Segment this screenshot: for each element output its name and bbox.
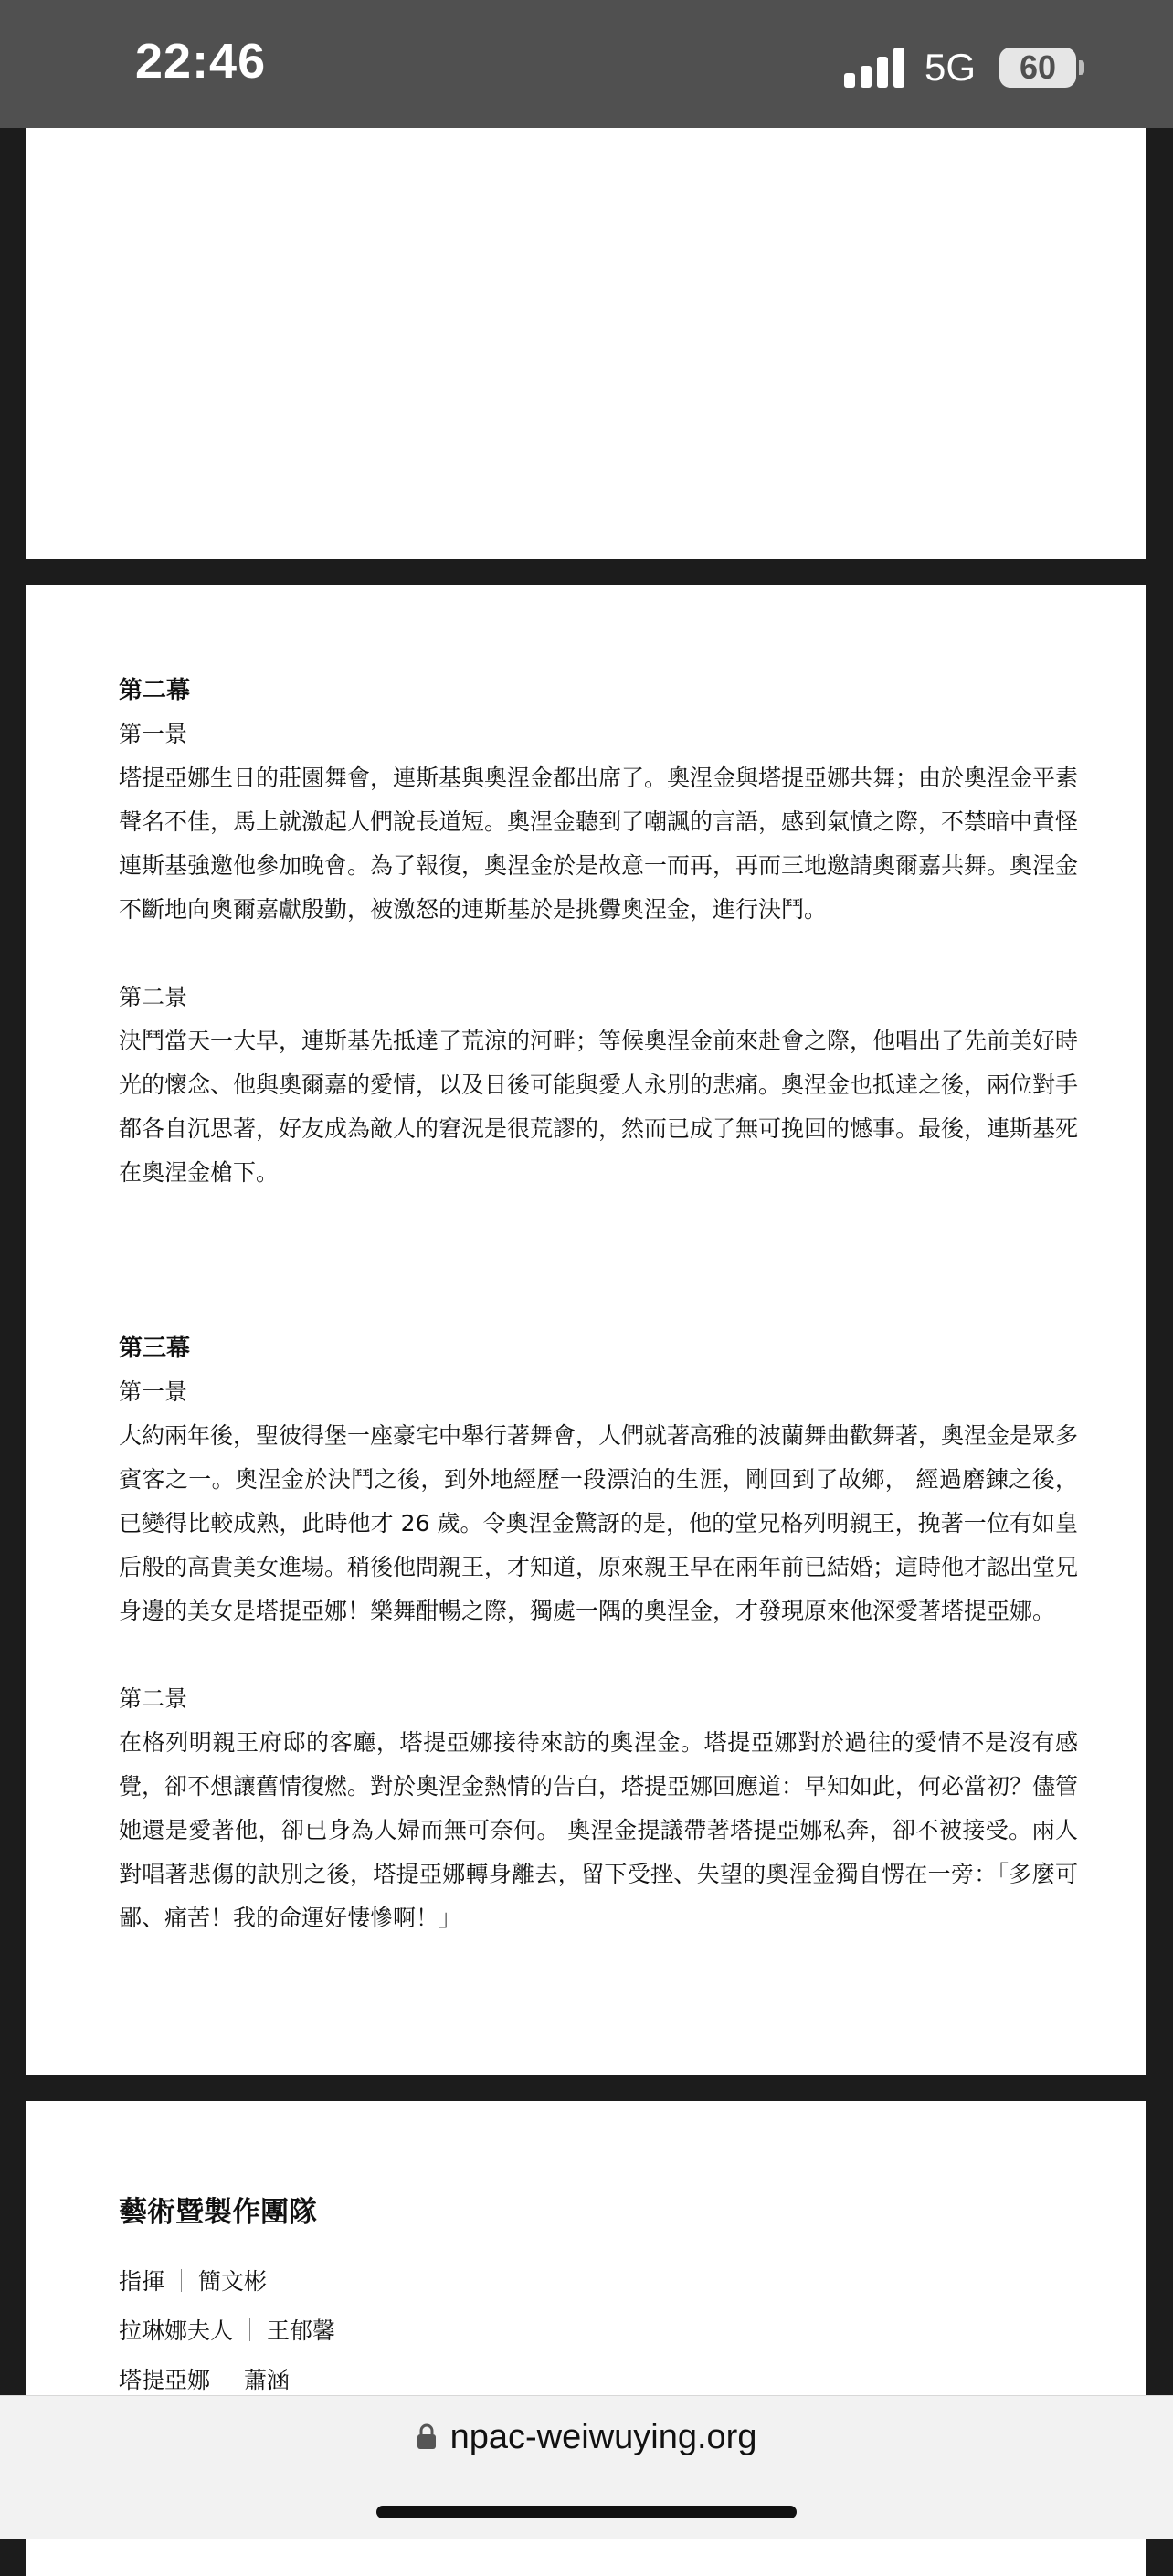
act2-scene2-label: 第二景	[119, 984, 188, 1010]
content-card-top	[26, 128, 1146, 559]
act2-section	[119, 669, 1078, 1195]
browser-url-bar[interactable]	[0, 2395, 1173, 2539]
credit-role: 指揮	[119, 2268, 165, 2295]
network-type: 5G	[925, 46, 977, 89]
status-bar	[0, 0, 1173, 128]
battery-level: 60	[1019, 48, 1057, 86]
act2-title: 第二幕	[119, 677, 191, 704]
credit-role: 拉琳娜夫人	[119, 2317, 234, 2344]
act2-scene1-text: 塔提亞娜生日的莊園舞會，連斯基與奧涅金都出席了。奧涅金與塔提亞娜共舞；由於奧涅金平素聲名不佳，馬上就激起人們說長道短。奧涅金聽到了嘲諷的言語，感到氣憤之際，不禁暗中責怪連斯基強邀他參加晚會。為了報復，奧涅金於是故意一而再，再而三地邀請奧爾嘉共舞。奧涅金不斷地向奧爾嘉獻殷勤，被激怒的連斯基於是挑釁奧涅金，進行決鬥。	[119, 765, 1079, 923]
credit-separator: ｜	[170, 2268, 194, 2295]
credit-item	[119, 2264, 267, 2296]
act3-scene1-label: 第一景	[119, 1378, 188, 1405]
status-time: 22:46	[135, 34, 267, 89]
act3-scene2-label: 第二景	[119, 1685, 188, 1712]
credit-separator: ｜	[238, 2317, 262, 2344]
lock-icon	[417, 2423, 437, 2454]
act3-section	[119, 1326, 1078, 1940]
credit-item	[119, 2362, 290, 2395]
credits-title: 藝術暨製作團隊	[119, 2196, 317, 2229]
battery-nub	[1079, 60, 1084, 75]
act2-scene1-label: 第一景	[119, 721, 188, 747]
home-indicator[interactable]	[376, 2506, 797, 2518]
credit-person: 王郁馨	[267, 2317, 336, 2344]
battery-icon	[999, 48, 1076, 88]
credit-separator: ｜	[216, 2367, 239, 2393]
act3-scene1-text: 大約兩年後，聖彼得堡一座豪宅中舉行著舞會，人們就著高雅的波蘭舞曲歡舞著，奧涅金是眾多賓客之一。奧涅金於決鬥之後，到外地經歷一段漂泊的生涯，剛回到了故鄉， 經過磨鍊之後，已變得比較成熟，此時他才 26 歲。令奧涅金驚訝的是，他的堂兄格列明親王，挽著一位有如皇后般的高貴美女進場。稍後他問親王，才知道，原來親王早在兩年前已結婚；這時他才認出堂兄身邊的美女是塔提亞娜！樂舞酣暢之際，獨處一隅的奧涅金，才發現原來他深愛著塔提亞娜。	[119, 1422, 1079, 1624]
url-field[interactable]	[0, 2418, 1173, 2457]
act2-scene2-text: 決鬥當天一大早，連斯基先抵達了荒涼的河畔；等候奧涅金前來赴會之際，他唱出了先前美好時光的懷念、他與奧爾嘉的愛情，以及日後可能與愛人永別的悲痛。奧涅金也抵達之後，兩位對手都各自沉思著，好友成為敵人的窘況是很荒謬的，然而已成了無可挽回的憾事。最後，連斯基死在奧涅金槍下。	[119, 1028, 1079, 1186]
act3-title: 第三幕	[119, 1335, 191, 1362]
url-text[interactable]: npac-weiwuying.org	[449, 2418, 757, 2456]
credit-role: 塔提亞娜	[119, 2367, 211, 2393]
credit-person: 蕭涵	[244, 2367, 291, 2393]
synopsis-card	[26, 585, 1146, 2075]
act3-scene2-text: 在格列明親王府邸的客廳，塔提亞娜接待來訪的奧涅金。塔提亞娜對於過往的愛情不是沒有感覺，卻不想讓舊情復燃。對於奧涅金熱情的告白，塔提亞娜回應道：早知如此，何必當初？儘管她還是愛著他，卻已身為人婦而無可奈何。 奧涅金提議帶著塔提亞娜私奔，卻不被接受。兩人對唱著悲傷的訣別之後，塔提亞娜轉身離去，留下受挫、失望的奧涅金獨自愣在一旁：「多麼可鄙、痛苦！我的命運好悽慘啊！」	[119, 1729, 1079, 1931]
credit-item	[119, 2313, 335, 2346]
cellular-signal-icon	[844, 46, 906, 88]
credit-person: 簡文彬	[198, 2268, 268, 2295]
